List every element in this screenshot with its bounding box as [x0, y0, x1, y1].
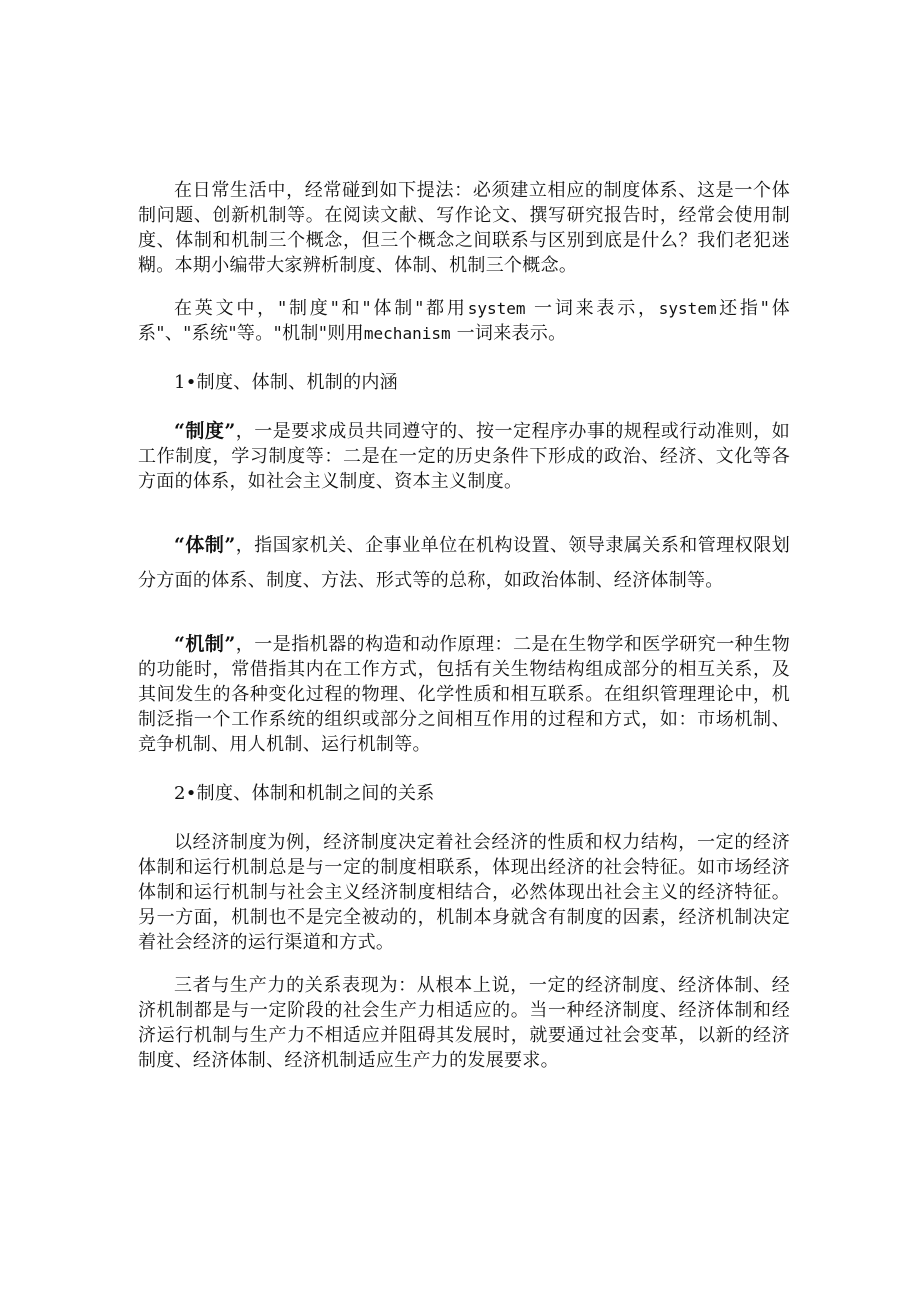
zhidu-definition: ，一是要求成员共同遵守的、按一定程序办事的规程或行动准则，如工作制度，学习制度等：二是在一定的历史条件下形成的政治、经济、文化等各方面的体系，如社会主义制度、资本主义制度。: [138, 421, 791, 492]
intro-paragraph: 在日常生活中，经常碰到如下提法：必须建立相应的制度体系、这是一个体制问题、创新机制等。在阅读文献、写作论文、撰写研究报告时，经常会使用制度、体制和机制三个概念，但三个概念之间联系与区别到底是什么？我们老犯迷糊。本期小编带大家辨析制度、体制、机制三个概念。: [138, 180, 790, 276]
spacer: [138, 757, 790, 781]
english-text-3: 还指"体系"、"系统"等。"机制"则用: [138, 298, 791, 344]
tizhi-definition: ，指国家机关、企事业单位在机构设置、领导隶属关系和管理权限划分方面的体系、制度、方法、形式等的总称，如政治体制、经济体制等。: [138, 535, 791, 591]
spacer: [138, 806, 790, 830]
english-paragraph: [138, 296, 790, 346]
zhidu-term: “制度”: [174, 420, 236, 442]
zhidu-paragraph: [138, 419, 790, 494]
spacer: [138, 598, 790, 632]
jizhi-term: “机制”: [174, 633, 236, 655]
spacer: [138, 278, 790, 296]
spacer: [138, 395, 790, 419]
tizhi-term: “体制”: [174, 534, 236, 556]
english-text-1: 在英文中，"制度"和"体制"都用: [174, 298, 468, 319]
english-word-system-2: system: [658, 299, 717, 318]
relation-paragraph-1: 以经济制度为例，经济制度决定着社会经济的性质和权力结构，一定的经济体制和运行机制总是与一定的制度相联系，体现出经济的社会特征。如市场经济体制和运行机制与社会主义经济制度相结合，必然体现出社会主义的经济特征。另一方面，机制也不是完全被动的，机制本身就含有制度的因素，经济机制决定着社会经济的运行渠道和方式。: [138, 832, 790, 953]
document-body: [138, 178, 790, 1073]
tizhi-paragraph: [138, 528, 790, 598]
spacer: [138, 346, 790, 370]
english-word-mechanism: mechanism: [363, 324, 451, 343]
spacer: [138, 955, 790, 973]
english-text-2: 一词来表示，: [525, 298, 659, 319]
relation-paragraph-2: 三者与生产力的关系表现为：从根本上说，一定的经济制度、经济体制、经济机制都是与一定阶段的社会生产力相适应的。当一种经济制度、经济体制和经济运行机制与生产力不相适应并阻碍其发展时，就要通过社会变革，以新的经济制度、经济体制、经济机制适应生产力的发展要求。: [138, 975, 790, 1071]
spacer: [138, 494, 790, 528]
section-heading-1: 1•制度、体制、机制的内涵: [174, 372, 398, 393]
english-text-4: 一词来表示。: [450, 323, 567, 344]
section-heading-2: 2•制度、体制和机制之间的关系: [174, 783, 435, 804]
jizhi-definition: ，一是指机器的构造和动作原理：二是在生物学和医学研究一种生物的功能时，常借指其内在工作方式，包括有关生物结构组成部分的相互关系，及其间发生的各种变化过程的物理、化学性质和相互联系。在组织管理理论中，机制泛指一个工作系统的组织或部分之间相互作用的过程和方式，如：市场机制、 竞争机制、用人机制、运行机制等。: [138, 634, 791, 755]
english-word-system-1: system: [467, 299, 526, 318]
jizhi-paragraph: [138, 632, 790, 757]
